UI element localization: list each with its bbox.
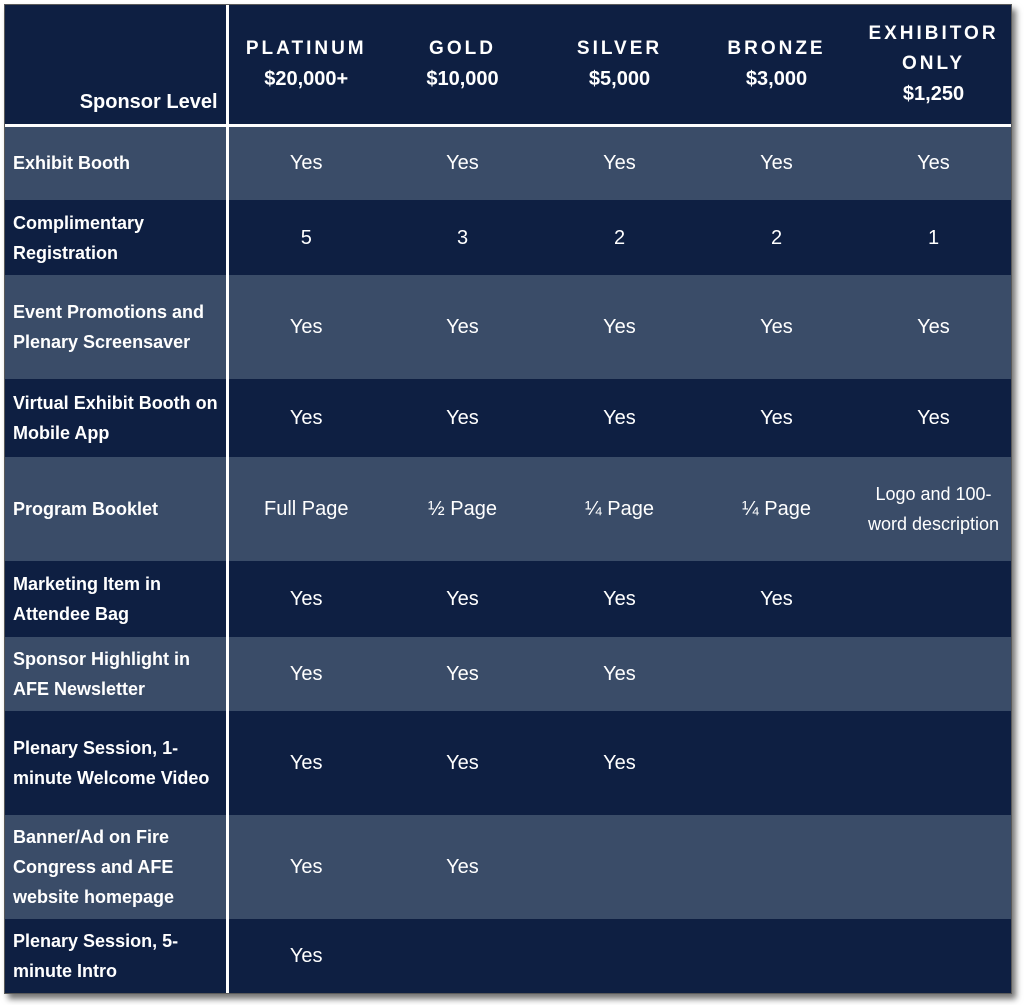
table-cell <box>855 815 1012 919</box>
table-cell: Yes <box>917 316 950 339</box>
table-cell <box>698 711 855 815</box>
table-cell <box>855 561 1012 636</box>
table-cell: Yes <box>446 587 479 610</box>
table-cell: Yes <box>760 407 793 430</box>
table-row <box>5 125 1012 200</box>
table-cell <box>855 919 1012 993</box>
table-row <box>5 275 1012 379</box>
table-cell: Yes <box>289 152 323 175</box>
table-cell: Yes <box>446 662 479 685</box>
table-cell: Yes <box>289 751 323 774</box>
table-cell: Yes <box>289 855 323 878</box>
table-cell: 5 <box>300 226 312 249</box>
table-cell: Yes <box>603 662 636 685</box>
table-cell: 1 <box>927 226 940 249</box>
table-cell: Yes <box>289 587 323 610</box>
row-label: Exhibit Booth <box>5 125 227 200</box>
row-label: Banner/Ad on Fire Congress and AFE website homepage <box>5 815 227 919</box>
table-cell <box>541 815 698 919</box>
table-cell: Yes <box>446 316 479 339</box>
level-price: $5,000 <box>588 68 651 91</box>
level-header-silver <box>541 5 698 125</box>
sponsor-level-header: Sponsor Level <box>5 5 227 125</box>
table-cell: Yes <box>446 152 479 175</box>
table-cell: ¼ Page <box>585 498 654 521</box>
table-cell <box>541 919 698 993</box>
table-cell: Yes <box>603 316 636 339</box>
table-cell <box>384 919 541 993</box>
table-cell: ½ Page <box>428 498 497 521</box>
row-label: Program Booklet <box>5 457 227 561</box>
table-cell: 3 <box>456 226 469 249</box>
table-cell <box>855 637 1012 711</box>
row-label: Sponsor Highlight in AFE Newsletter <box>5 637 227 711</box>
level-header-bronze <box>698 5 855 125</box>
level-header-exhibitor-only <box>855 5 1012 125</box>
table-cell <box>698 815 855 919</box>
level-price: $10,000 <box>426 68 499 91</box>
table-cell: Yes <box>446 855 479 878</box>
level-name: BRONZE <box>727 38 826 60</box>
table-row <box>5 379 1012 457</box>
table-cell <box>855 711 1012 815</box>
table-cell: Yes <box>289 316 323 339</box>
table-cell: Yes <box>446 407 479 430</box>
level-name: EXHIBITOR ONLY <box>868 23 999 75</box>
level-price: $1,250 <box>902 83 965 106</box>
table-cell: Yes <box>603 152 636 175</box>
table-row <box>5 457 1012 561</box>
table-cell: Logo and 100-word description <box>867 484 1000 535</box>
row-label: Plenary Session, 1-minute Welcome Video <box>5 711 227 815</box>
sponsorship-table-frame <box>4 4 1012 994</box>
table-cell <box>698 637 855 711</box>
row-label: Plenary Session, 5-minute Intro <box>5 919 227 993</box>
table-cell: Full Page <box>264 498 349 521</box>
sponsorship-levels-table <box>5 5 1012 993</box>
table-cell: Yes <box>603 407 636 430</box>
level-header-platinum <box>227 5 384 125</box>
table-cell: Yes <box>289 944 323 967</box>
table-row <box>5 711 1012 815</box>
row-label: Virtual Exhibit Booth on Mobile App <box>5 379 227 457</box>
level-name: GOLD <box>429 38 496 60</box>
table-cell: Yes <box>446 751 479 774</box>
level-name: SILVER <box>576 38 663 60</box>
table-cell: Yes <box>917 407 950 430</box>
table-cell: Yes <box>760 316 793 339</box>
table-cell: Yes <box>603 587 636 610</box>
table-cell: ¼ Page <box>742 498 811 521</box>
level-price: $3,000 <box>745 68 808 91</box>
row-label: Event Promotions and Plenary Screensaver <box>5 275 227 379</box>
table-cell: Yes <box>917 152 950 175</box>
table-row <box>5 815 1012 919</box>
table-cell: Yes <box>760 587 793 610</box>
level-name: PLATINUM <box>245 38 367 60</box>
table-cell: Yes <box>289 662 323 685</box>
table-row <box>5 561 1012 636</box>
row-label: Complimentary Registration <box>5 200 227 275</box>
row-label: Marketing Item in Attendee Bag <box>5 561 227 636</box>
header-row <box>5 5 1012 125</box>
level-header-gold <box>384 5 541 125</box>
table-cell: Yes <box>760 152 793 175</box>
table-cell <box>698 919 855 993</box>
level-price: $20,000+ <box>264 68 349 91</box>
table-cell: Yes <box>289 407 323 430</box>
table-cell: Yes <box>603 751 636 774</box>
table-row <box>5 919 1012 993</box>
table-cell: 2 <box>770 226 783 249</box>
table-cell: 2 <box>613 226 626 249</box>
table-row <box>5 637 1012 711</box>
table-row <box>5 200 1012 275</box>
